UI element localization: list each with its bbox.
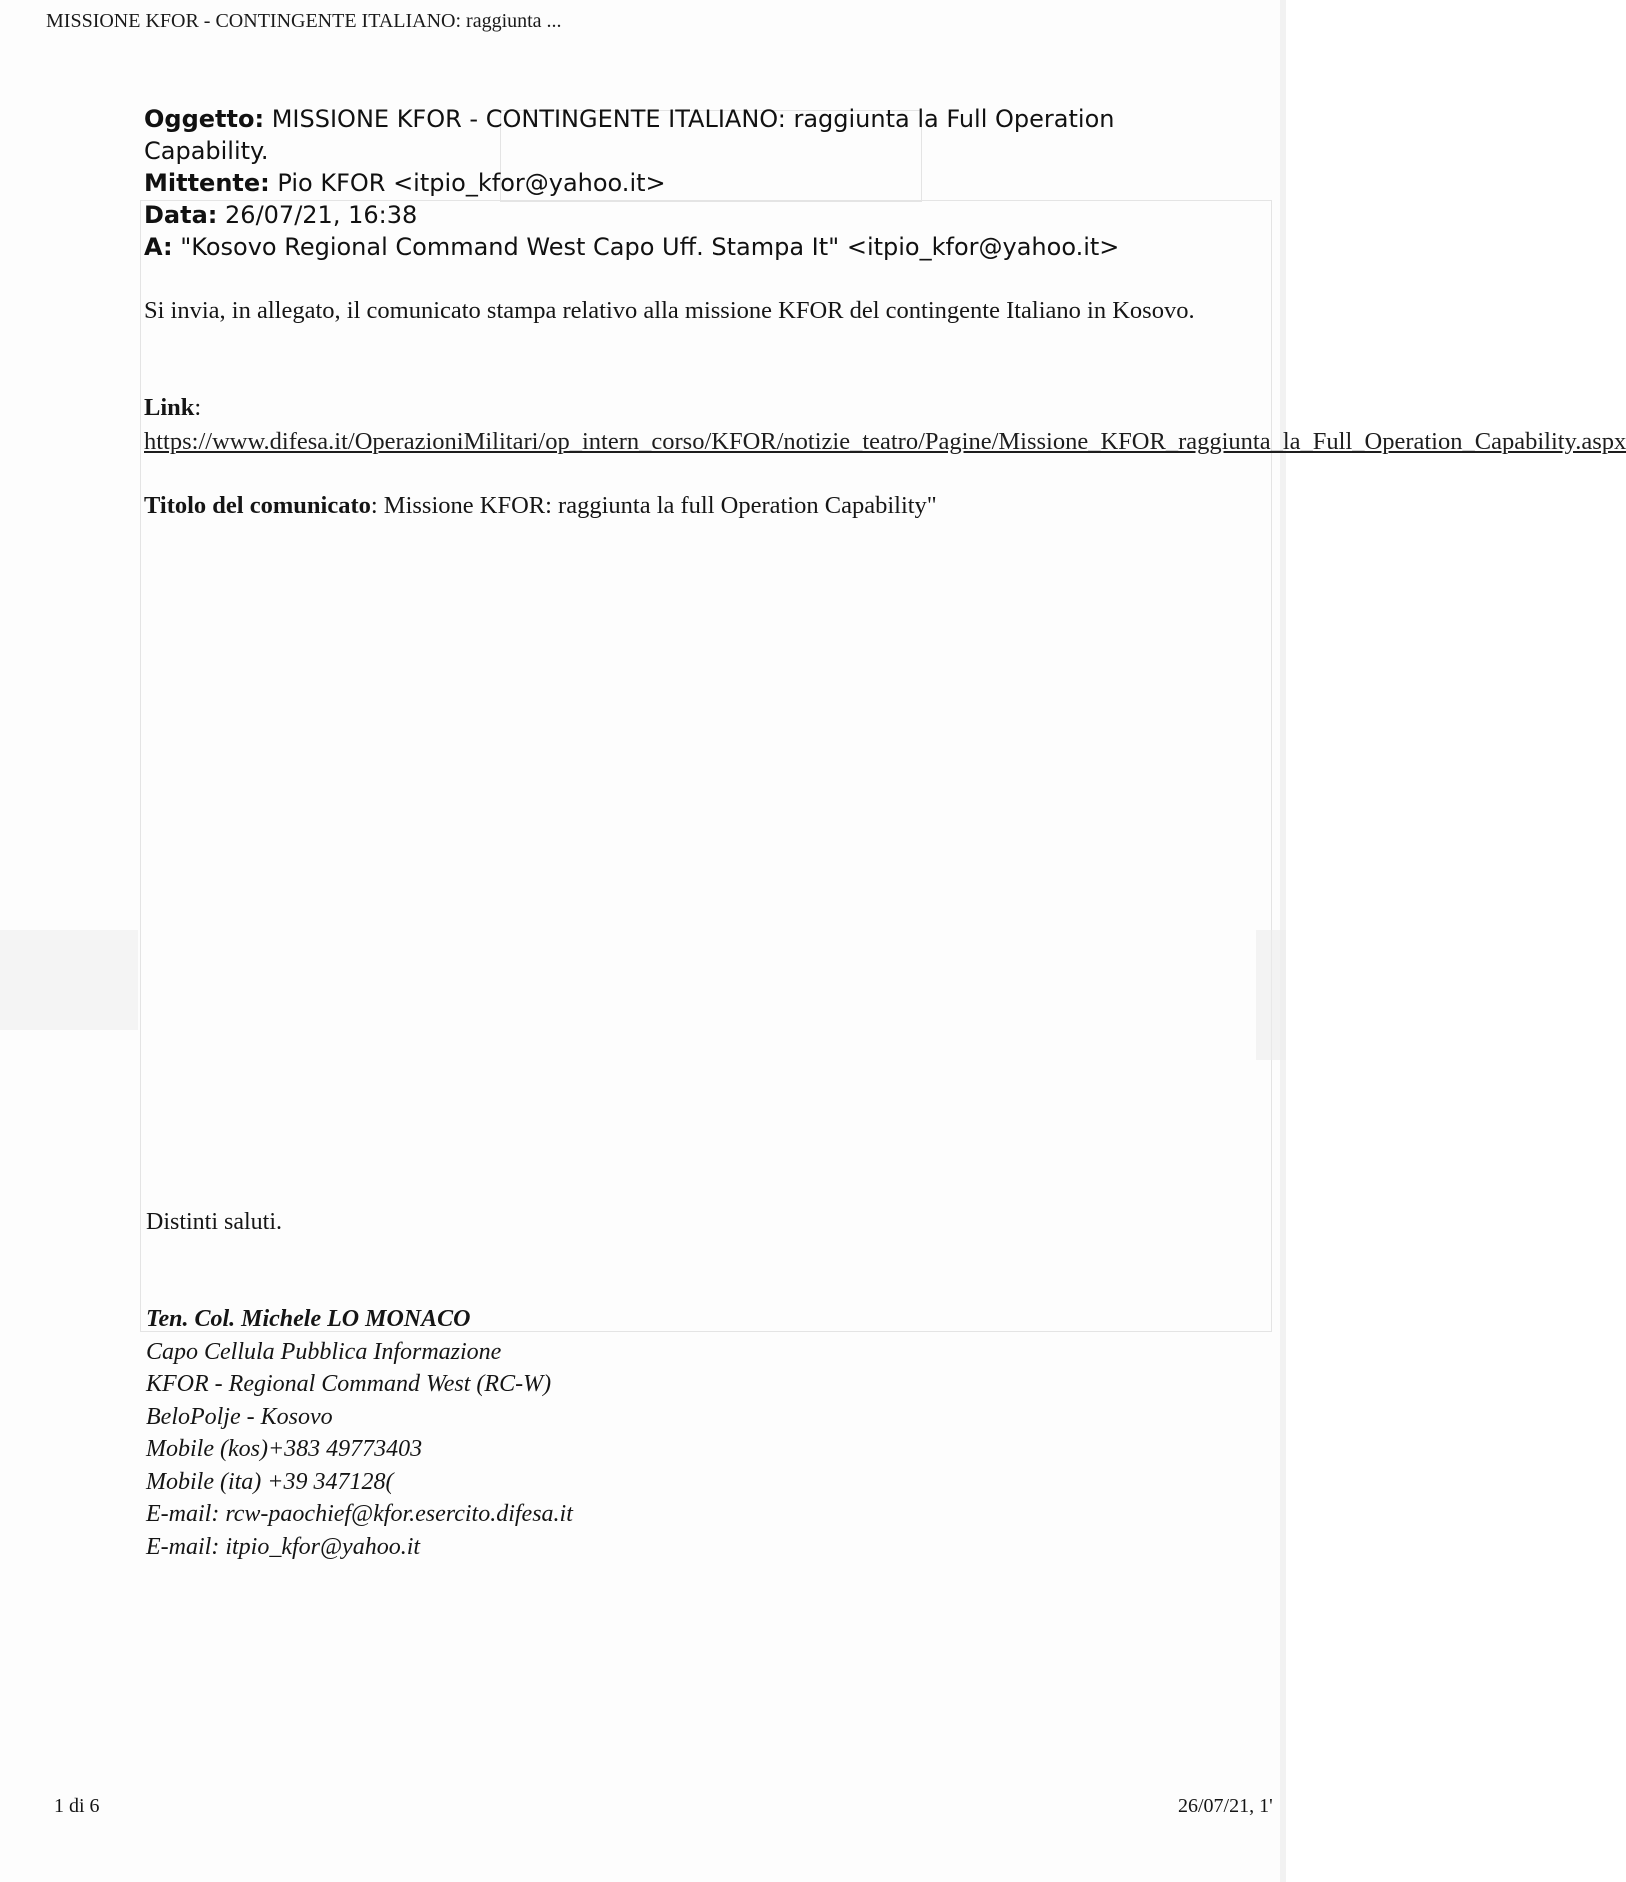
intro-paragraph: Si invia, in allegato, il comunicato stampa relativo alla missione KFOR del contingente Italiano in Kosovo. — [144, 297, 1195, 324]
scan-shadow-left — [0, 930, 138, 1030]
press-release-link[interactable]: https://www.difesa.it/OperazioniMilitari/op_intern_corso/KFOR/notizie_teatro/Pagine/Missione_KFOR_raggiunta_la_Full_Operation_Capability.aspx — [144, 428, 1626, 455]
title-value: Missione KFOR: raggiunta la full Operation Capability" — [383, 492, 937, 519]
sender-value: Pio KFOR <itpio_kfor@yahoo.it> — [277, 169, 666, 197]
print-datetime: 26/07/21, 1' — [1178, 1795, 1273, 1817]
subject-value: MISSIONE KFOR - CONTINGENTE ITALIANO: raggiunta la Full Operation Capability. — [144, 105, 1115, 165]
closing-salutation: Distinti saluti. — [146, 1209, 283, 1235]
email-date — [144, 199, 1164, 231]
email-subject — [144, 103, 1164, 167]
date-label: Data: — [144, 201, 218, 229]
signature-unit: KFOR - Regional Command West (RC-W) — [146, 1371, 552, 1397]
email-header — [144, 103, 1164, 263]
bleed-through-grid — [140, 200, 1626, 1332]
signature-email-1: E-mail: rcw-paochief@kfor.esercito.difesa.it — [146, 1501, 573, 1527]
signature-block — [146, 1303, 573, 1563]
page-counter: 1 di 6 — [54, 1795, 100, 1817]
date-value: 26/07/21, 16:38 — [225, 201, 418, 229]
signature-email-2: E-mail: itpio_kfor@yahoo.it — [146, 1533, 421, 1560]
signature-location: BeloPolje - Kosovo — [146, 1403, 333, 1430]
title-label: Titolo del comunicato — [144, 492, 371, 519]
email-sender — [144, 167, 1164, 199]
link-paragraph: Link: https://www.difesa.it/OperazioniMilitari/op_intern_corso/KFOR/notizie_teatro/Pagine/Missione_KFOR_raggiunta_la_Full_Operation_Capability.aspx — [144, 394, 1626, 455]
sender-label: Mittente: — [144, 169, 270, 197]
signature-role: Capo Cellula Pubblica Informazione — [146, 1338, 502, 1365]
email-recipient — [144, 231, 1164, 263]
scan-edge-right — [1280, 0, 1286, 1882]
subject-label: Oggetto: — [144, 105, 265, 133]
print-header-title: MISSIONE KFOR - CONTINGENTE ITALIANO: raggiunta ... — [46, 10, 562, 32]
to-value: "Kosovo Regional Command West Capo Uff. Stampa It" <itpio_kfor@yahoo.it> — [180, 233, 1120, 261]
signature-mobile-ita: Mobile (ita) +39 347128( — [146, 1468, 394, 1495]
title-paragraph: Titolo del comunicato: Missione KFOR: raggiunta la full Operation Capability" — [144, 492, 937, 519]
signature-mobile-kos: Mobile (kos)+383 49773403 — [146, 1436, 423, 1462]
to-label: A: — [144, 233, 173, 261]
link-label: Link — [144, 394, 195, 421]
signature-name: Ten. Col. Michele LO MONACO — [146, 1306, 471, 1332]
